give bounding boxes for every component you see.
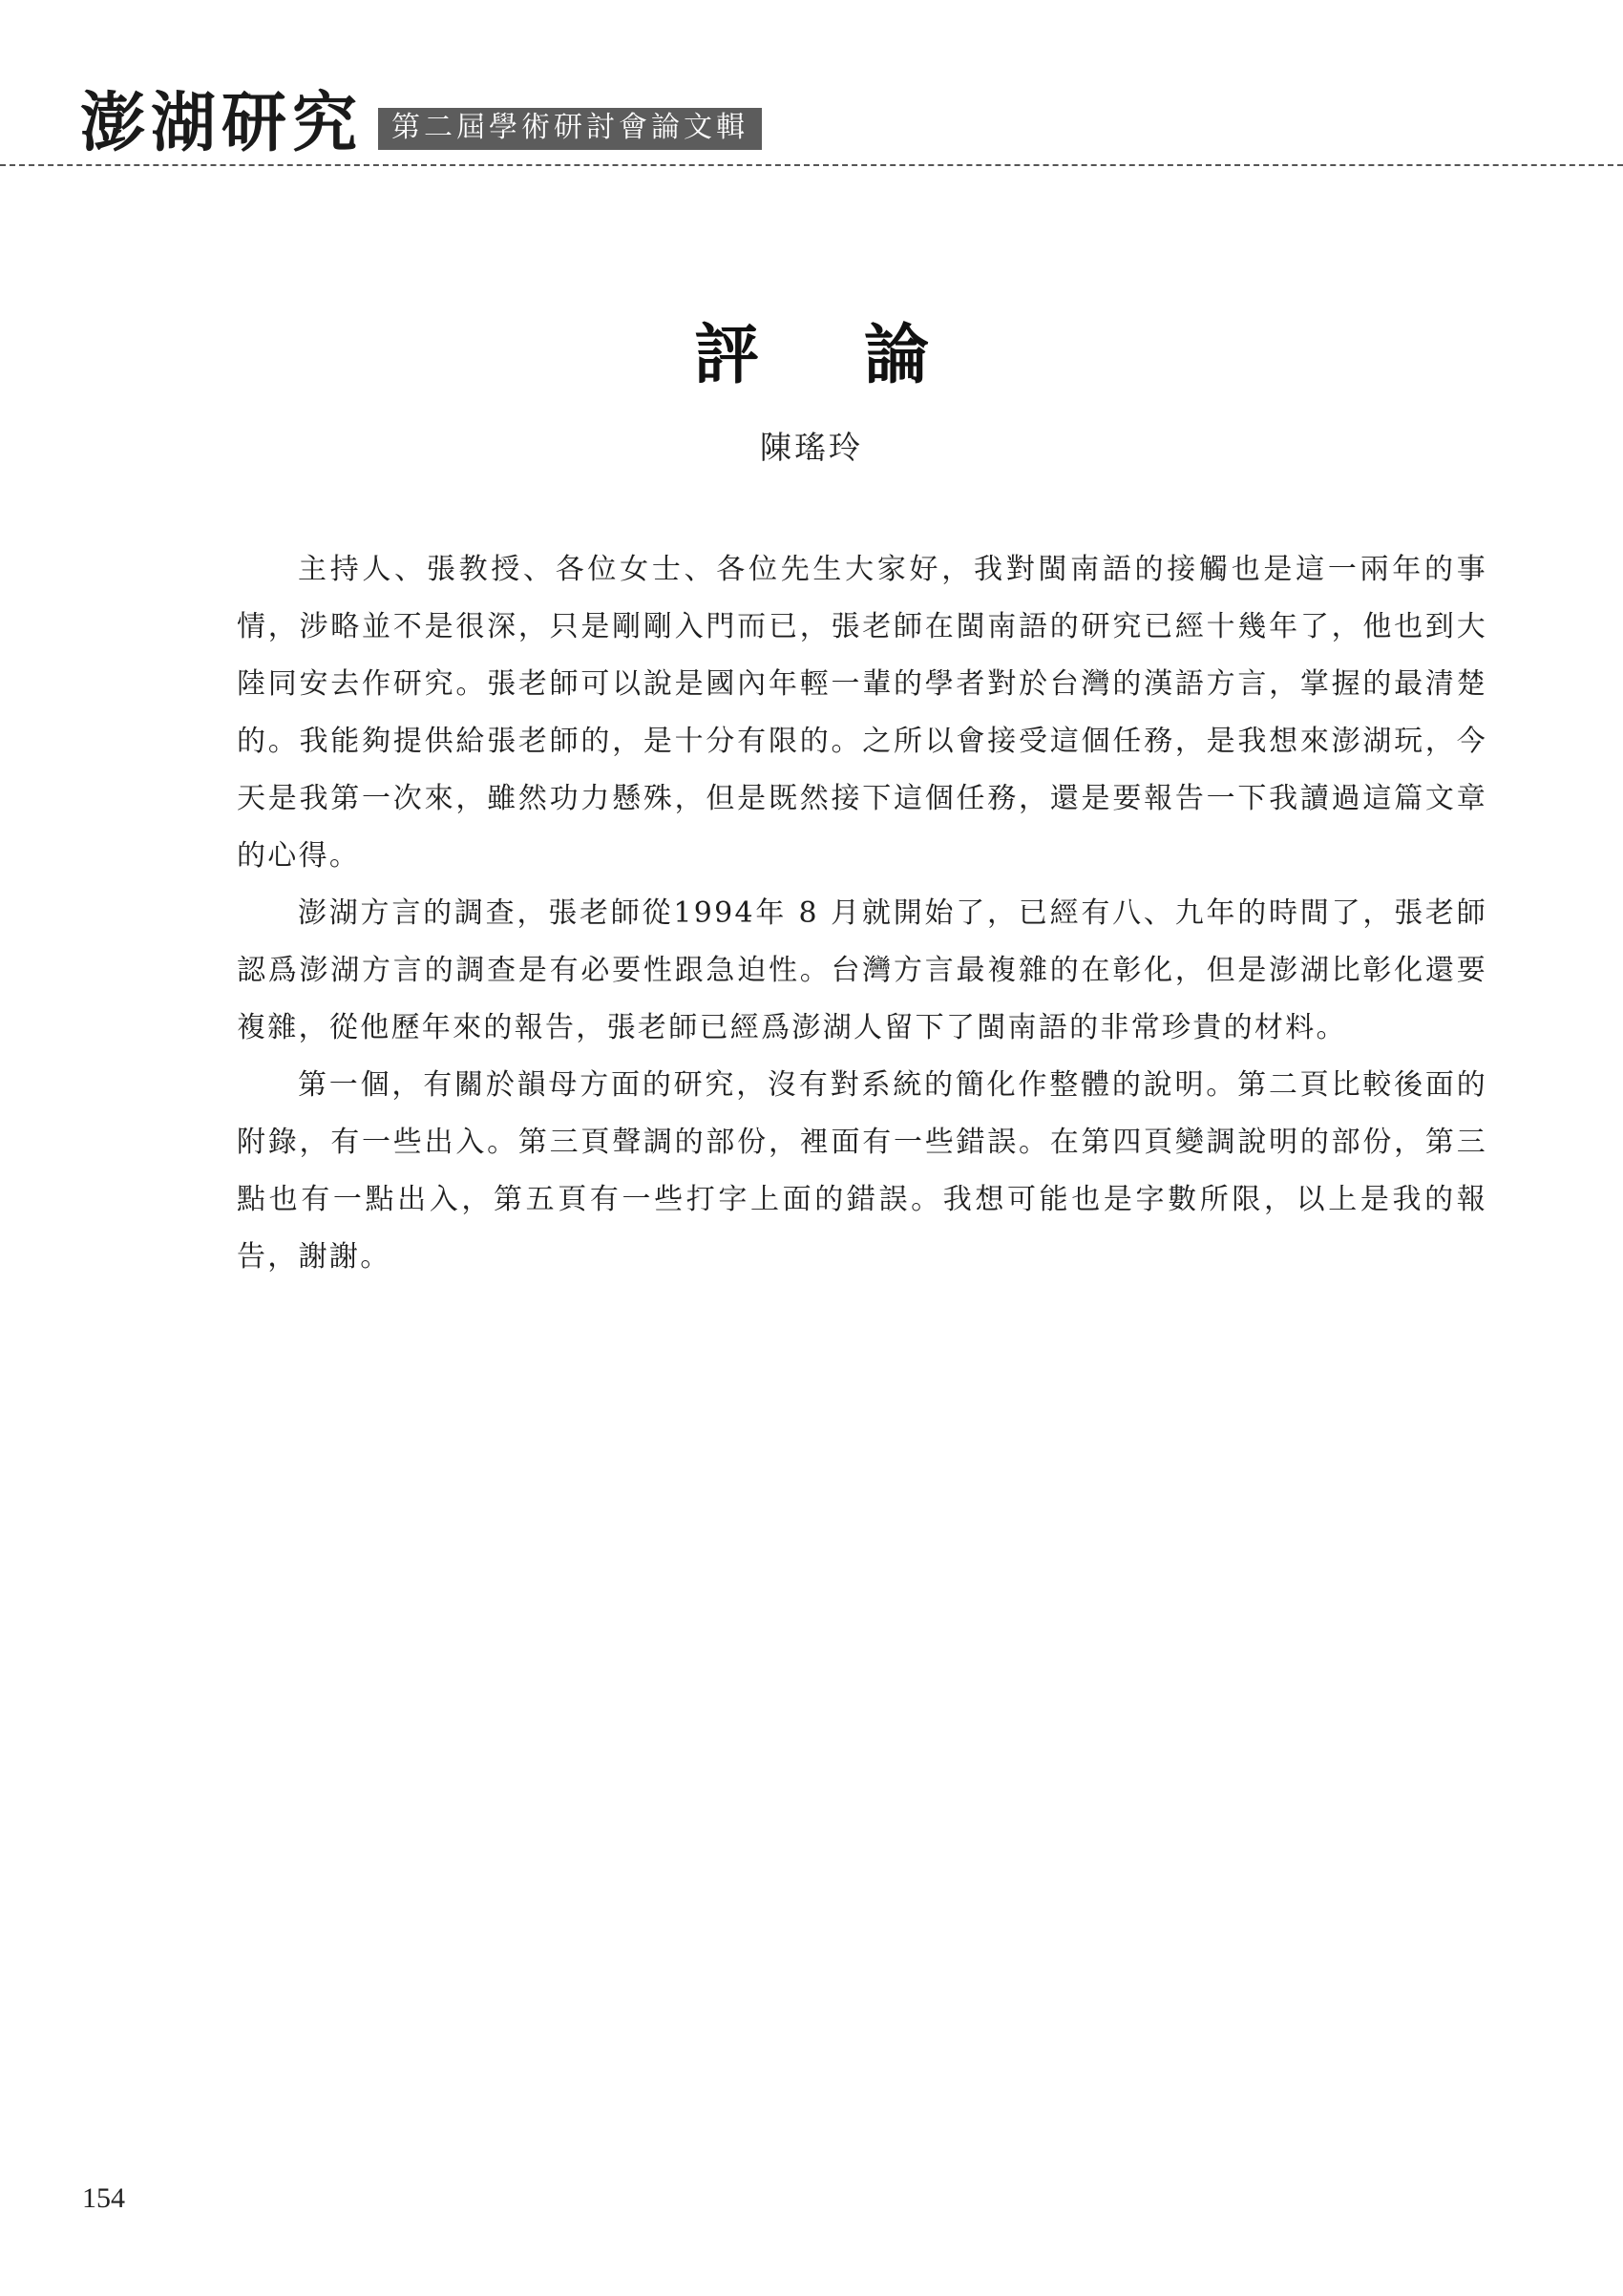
body-paragraph: 第一個，有關於韻母方面的研究，沒有對系統的簡化作整體的說明。第二頁比較後面的附錄，有一些出入。第三頁聲調的部份，裡面有一些錯誤。在第四頁變調說明的部份，第三點也有一點出入，第五頁有一些打字上面的錯誤。我想可能也是字數所限，以上是我的報告，謝謝。 — [237, 1068, 1487, 1274]
body-paragraph: 澎湖方言的調查，張老師從1994年 8 月就開始了，已經有八、九年的時間了，張老師認爲澎湖方言的調查是有必要性跟急迫性。台灣方言最複雜的在彰化，但是澎湖比彰化還要複雜，從他歷年來的報告，張老師已經爲澎湖人留下了閩南語的非常珍貴的材料。 — [237, 896, 1487, 1044]
header-divider — [0, 164, 1623, 166]
article-author: 陳瑤玲 — [760, 429, 863, 466]
page-number: 154 — [82, 2182, 125, 2214]
running-header — [80, 85, 762, 161]
journal-subtitle-badge: 第二屆學術研討會論文輯 — [378, 108, 762, 151]
article-body — [237, 541, 1487, 1286]
article-title: 評論 — [693, 317, 1034, 393]
body-paragraph: 主持人、張教授、各位女士、各位先生大家好，我對閩南語的接觸也是這一兩年的事情，涉略並不是很深，只是剛剛入門而已，張老師在閩南語的研究已經十幾年了，他也到大陸同安去作研究。張老師可以說是國內年輕一輩的學者對於台灣的漢語方言，掌握的最清楚的。我能夠提供給張老師的，是十分有限的。之所以會接受這個任務，是我想來澎湖玩，今天是我第一次來，雖然功力懸殊，但是既然接下這個任務，還是要報告一下我讀過這篇文章的心得。 — [237, 553, 1487, 873]
journal-title: 澎湖研究 — [80, 85, 364, 161]
